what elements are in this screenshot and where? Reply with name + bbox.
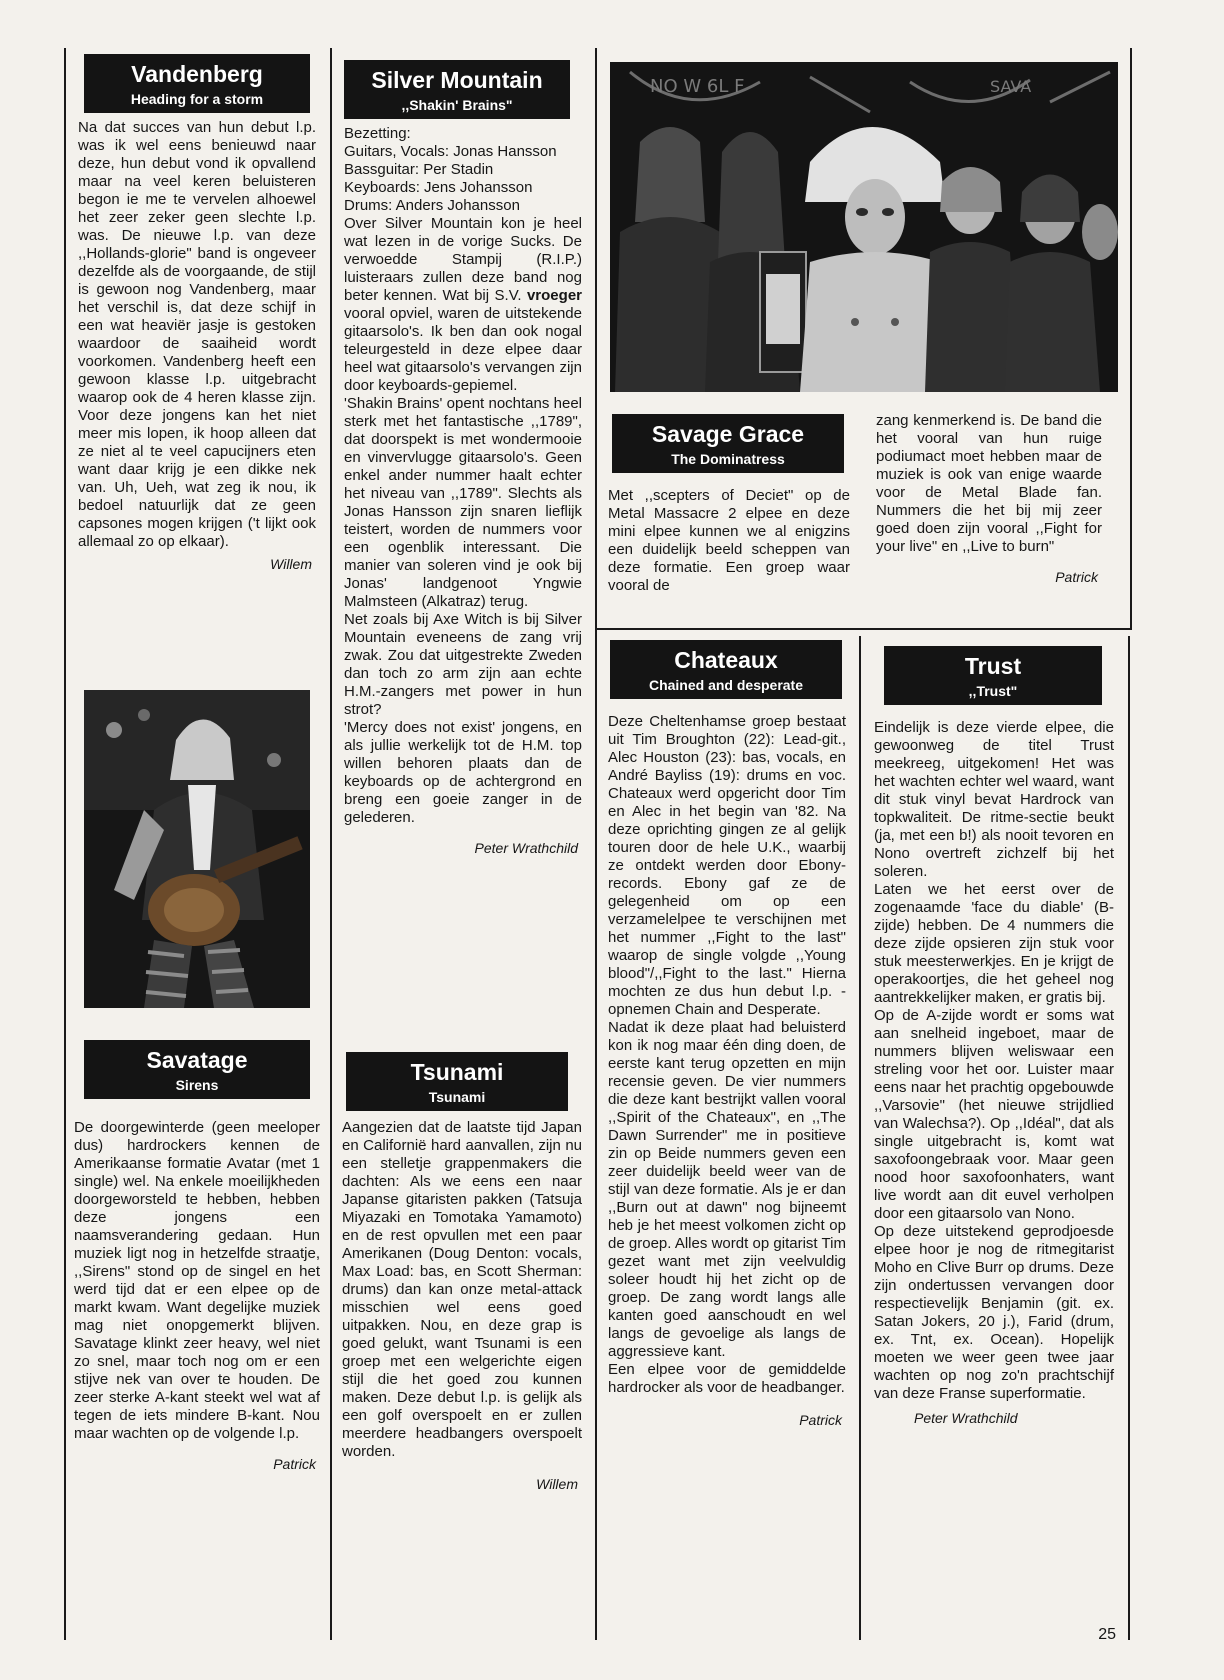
review-author: Peter Wrathchild	[474, 840, 578, 856]
review-author: Peter Wrathchild	[914, 1410, 1018, 1426]
review-text: Nadat ik deze plaat had beluisterd kon ik nog maar één ding doen, de eerste kant terug opzetten en mijn recensie geven. De vier nummers die deze kant bestrijkt vallen vooral ,,Spirit of the Chateaux", en ,,The Dawn Surrender" me in positieve zin op Beide nummers geven een zeer duidelijk beeld weer van de stijl van deze formatie. Als je er dan ,,Burn out at dawn" nog bijneemt heb je het meest volkomen zicht op de groep. Alles wordt op gitarist Tim gezet want met zijn veelvuldig soleer houdt hij het zicht op de groep. De zang wordt langs alle kanten goed aanschoudt en wel langs de gevoelige als langs de aggressieve kant.	[608, 1019, 846, 1360]
lineup-line: Bassguitar: Per Stadin	[344, 161, 494, 178]
column-rule	[330, 48, 332, 1640]
review-silver-mountain	[344, 60, 582, 857]
review-text	[344, 215, 582, 395]
review-text: Met ,,scepters of Deciet" op de Metal Massacre 2 elpee en deze mini elpee kunnen we al enigzins een duidelijk beeld scheppen van deze formatie. Een groep waar vooral de	[608, 487, 850, 594]
review-subtitle: ,,Trust"	[968, 683, 1018, 699]
review-body	[874, 719, 1114, 1403]
review-title: Silver Mountain	[371, 67, 543, 93]
column-rule	[1128, 636, 1130, 1640]
review-text: Op de A-zijde wordt er soms wat aan snelheid ingeboet, maar de nummers blijven weliswaar een streling voor het oor. Luister maar eens naar het prachtig opgebouwde ,,Varsovie" (het nieuwe strijdlied van Walechsa?). Op ,,Idéal", dat als single uitgebracht is, komt wat saxofoongebraak voor. Maar geen nood hoor saxofoonhaters, want live wordt aan dit euvel verholpen door een gitaarsolo van Nono.	[874, 1007, 1114, 1222]
review-text: Een elpee voor de gemiddelde hardrocker als voor de headbanger.	[608, 1361, 846, 1396]
review-title: Chateaux	[674, 647, 778, 673]
review-savatage	[74, 1040, 320, 1473]
review-header	[346, 1052, 568, 1111]
review-subtitle: Heading for a storm	[130, 91, 264, 107]
review-text: 'Shakin Brains' opent nochtans heel sterk met het fantastische ,,1789", dat doorspekt is met wondermooie en vinvervlugge gitaarsolo's. Geen enkel ander nummer haalt echter het niveau van ,,1789". Slechts als Jonas Hansson zijn snaren lieflijk teistert, worden de nummers voor een ogenblik interessant. Die manier van soleren vind je ook bij Jonas' landgenoot Yngwie Malmsteen (Alkatraz) terug.	[344, 395, 582, 610]
column-rule	[1130, 48, 1132, 628]
review-text: Na dat succes van hun debut l.p. was ik wel eens benieuwd naar deze, hun debut vond ik opvallend maar na veel keren beluisteren begon ie me te vervelen alhoewel het zeer zeker geen slechte l.p. was. De nieuwe l.p. van deze ,,Hollands-glorie" band is ongeveer dezelfde als de voorgaande, de stijl is gewoon nog Vandenberg, maar het verschil is, dat deze schijf in een wat heaviër jasje is gestoken waardoor de saaiheid wordt voorkomen. Vandenberg heeft een gewoon klasse l.p. uitgebracht waarop ook de 4 heren klasse zijn. Voor deze jongens kan het niet meer mis lopen, ik hoop alleen dat ze niet al te veel capucijners eten want daar krijg je een dikke nek van. Uh, Ueh, wat zeg ik nou, ik bedoel natuurlijk dat ze geen capsones mogen krijgen ('t lijkt ook allemaal zo op elkaar).	[78, 119, 316, 550]
lineup-line: Drums: Anders Johansson	[344, 197, 520, 214]
review-author: Willem	[270, 556, 312, 572]
review-header	[84, 1040, 310, 1099]
lineup-line: Bezetting:	[344, 125, 411, 142]
review-body	[342, 1119, 582, 1461]
review-author: Patrick	[273, 1456, 316, 1472]
review-tsunami	[342, 1052, 582, 1493]
review-savage-grace-continued	[876, 412, 1102, 586]
guitarist-photo	[84, 690, 310, 1008]
review-text: Deze Cheltenhamse groep bestaat uit Tim Broughton (22): Lead-git., Alec Houston (23): bas, vocals, en André Bayliss (19): drums en voc. Chateaux werd opgericht door Tim en Alec in het begin van '82. Na deze oprichting gingen ze al gelijk touren door de hele U.K., waarbij ze ontdekt werden door Ebony-records. Ebony gaf ze de gelegenheid om op een verzamelelpee te verschijnen met het nummer ,,Fight to the last" waarop de single volgde ,,Young blood"/,,Fight to the last." Hierna mochten ze dus hun debut l.p. - opnemen Chain and Desperate.	[608, 713, 846, 1018]
review-header	[344, 60, 570, 119]
review-text: Net zoals bij Axe Witch is bij Silver Mountain eveneens de zang vrij zwak. Zou dat uitgestrekte Zweden dan toch zo arm zijn aan echte H.M.-zangers met power in hun strot?	[344, 611, 582, 718]
review-text: Op deze uitstekend geprodjoesde elpee hoor je nog de ritmegitarist Moho en Clive Burr op drums. Deze zijn ondertussen vervangen door respectievelijk Benjamin (git. ex. Satan Jokers, 20 j.), Farid (drum, ex. Tnt, ex. Ocean). Hopelijk moeten we weer geen twee jaar wachten op nog zo'n prachtschijf van deze Franse superformatie.	[874, 1223, 1114, 1402]
review-body	[608, 487, 850, 595]
section-rule	[596, 628, 1132, 630]
column-rule	[595, 48, 597, 1640]
review-header	[884, 646, 1102, 705]
review-text: De doorgewinterde (geen meeloper dus) hardrockers kennen de Amerikaanse formatie Avatar (met 1 single) wel. Na enkele moeilijkheden doorgeworsteld te hebben, hebben deze jongens een naamsverandering gedaan. Hun muziek ligt nog in hetzelfde straatje, ,,Sirens" stond op de singel en het werd tijd dat er een elpee op de markt kwam. Want degelijke muziek mag niet onopgemerkt blijven. Savatage klinkt zeer heavy, wel niet zo snel, maar toch nog om er een stijve nek van over te houden. De zeer sterke A-kant steekt wel wat af tegen de iets mindere B-kant. Nou maar wachten op de volgende l.p.	[74, 1119, 320, 1442]
review-author: Patrick	[1055, 569, 1098, 585]
review-text: Laten we het eerst over de zogenaamde 'face du diable' (B-zijde) hebben. De 4 nummers die deze zijde opsieren zijn stuk voor stuk meesterwerkjes. En je krijgt de operakoortjes, die het geheel nog aantrekkelijker maken, er gratis bij.	[874, 881, 1114, 1006]
page-number: 25	[1098, 1626, 1116, 1643]
column-rule	[64, 48, 66, 1640]
review-author: Willem	[536, 1476, 578, 1492]
review-trust	[874, 646, 1114, 1427]
review-body	[344, 125, 582, 215]
review-text-part: vooral opviel, waren de uitstekende gitaarsolo's. Ik ben dan ook nogal teleurgesteld in deze elpee daar heel wat gitaarsolo's vervangen zijn door keyboards-gepiemel.	[344, 305, 582, 394]
review-chateaux	[608, 640, 846, 1429]
review-subtitle: The Dominatress	[671, 451, 785, 467]
review-header	[612, 414, 844, 473]
review-title: Savatage	[146, 1047, 248, 1073]
review-savage-grace	[608, 414, 850, 595]
review-body	[74, 1119, 320, 1443]
review-body	[876, 412, 1102, 556]
review-subtitle: Tsunami	[428, 1089, 486, 1105]
review-body	[344, 215, 582, 827]
review-subtitle: Sirens	[175, 1077, 219, 1093]
review-header	[610, 640, 842, 699]
review-title: Trust	[964, 653, 1022, 679]
review-text-part: Over Silver Mountain kon je heel wat lezen in de vorige Sucks. De verwoedde Stampij (R.I.P.) luisteraars zullen deze band nog beter kennen. Wat bij S.V.	[344, 215, 582, 304]
review-body	[608, 713, 846, 1397]
lineup-line: Keyboards: Jens Johansson	[344, 179, 533, 196]
review-vandenberg	[78, 54, 316, 573]
svg-text:NO W 6L F: NO W 6L F	[650, 76, 745, 97]
review-subtitle: ,,Shakin' Brains"	[401, 97, 513, 113]
review-body	[78, 119, 316, 551]
review-emphasis: vroeger	[526, 287, 582, 304]
review-author: Patrick	[799, 1412, 842, 1428]
svg-text:SAVA: SAVA	[990, 77, 1032, 96]
review-title: Vandenberg	[131, 61, 263, 87]
lineup-line: Guitars, Vocals: Jonas Hansson	[344, 143, 557, 160]
review-title: Tsunami	[410, 1059, 504, 1085]
review-title: Savage Grace	[651, 421, 805, 447]
column-rule	[859, 636, 861, 1640]
review-header	[84, 54, 310, 113]
group-photo	[610, 62, 1118, 392]
review-text: 'Mercy does not exist' jongens, en als jullie werkelijk tot de H.M. top willen behoren plaats dan de keyboards op de achtergrond en breng een goeie zanger in de gelederen.	[344, 719, 582, 826]
review-subtitle: Chained and desperate	[648, 677, 804, 693]
review-text: Aangezien dat de laatste tijd Japan en Californië hard aanvallen, zijn nu een stelletje grappenmakers die dachten: Als we eens een naar Japanse gitaristen pakken (Tatsuja Miyazaki en Tomotaka Yamamoto) en de rest opvullen met een paar Amerikanen (Doug Denton: vocals, Max Load: bas, en Scott Sherman: drums) dan kan onze metal-attack misschien wel eens goed uitpakken. Nou, en deze grap is goed gelukt, want Tsunami is een groep met een welgerichte eigen stijl die het goed zou kunnen maken. Deze debut l.p. is gelijk als een golf overspoelt en er zullen meerdere headbangers overspoelt worden.	[342, 1119, 582, 1460]
review-text: Eindelijk is deze vierde elpee, die gewoonweg de titel Trust meekreeg, uitgekomen! Het was het wachten echter wel waard, want dit stuk vinyl bevat Hardrock van topkwaliteit. De ritme-sectie beukt (ja, met een b!) als nooit tevoren en Nono overtreft zichzelf bij het soleren.	[874, 719, 1114, 880]
review-text: zang kenmerkend is. De band die het vooral van hun ruige podiumact moet hebben maar de muziek is ook van enige waarde voor de Metal Blade fan. Nummers die het bij mij zeer goed doen zijn vooral ,,Fight for your live" en ,,Live to burn"	[876, 412, 1102, 555]
